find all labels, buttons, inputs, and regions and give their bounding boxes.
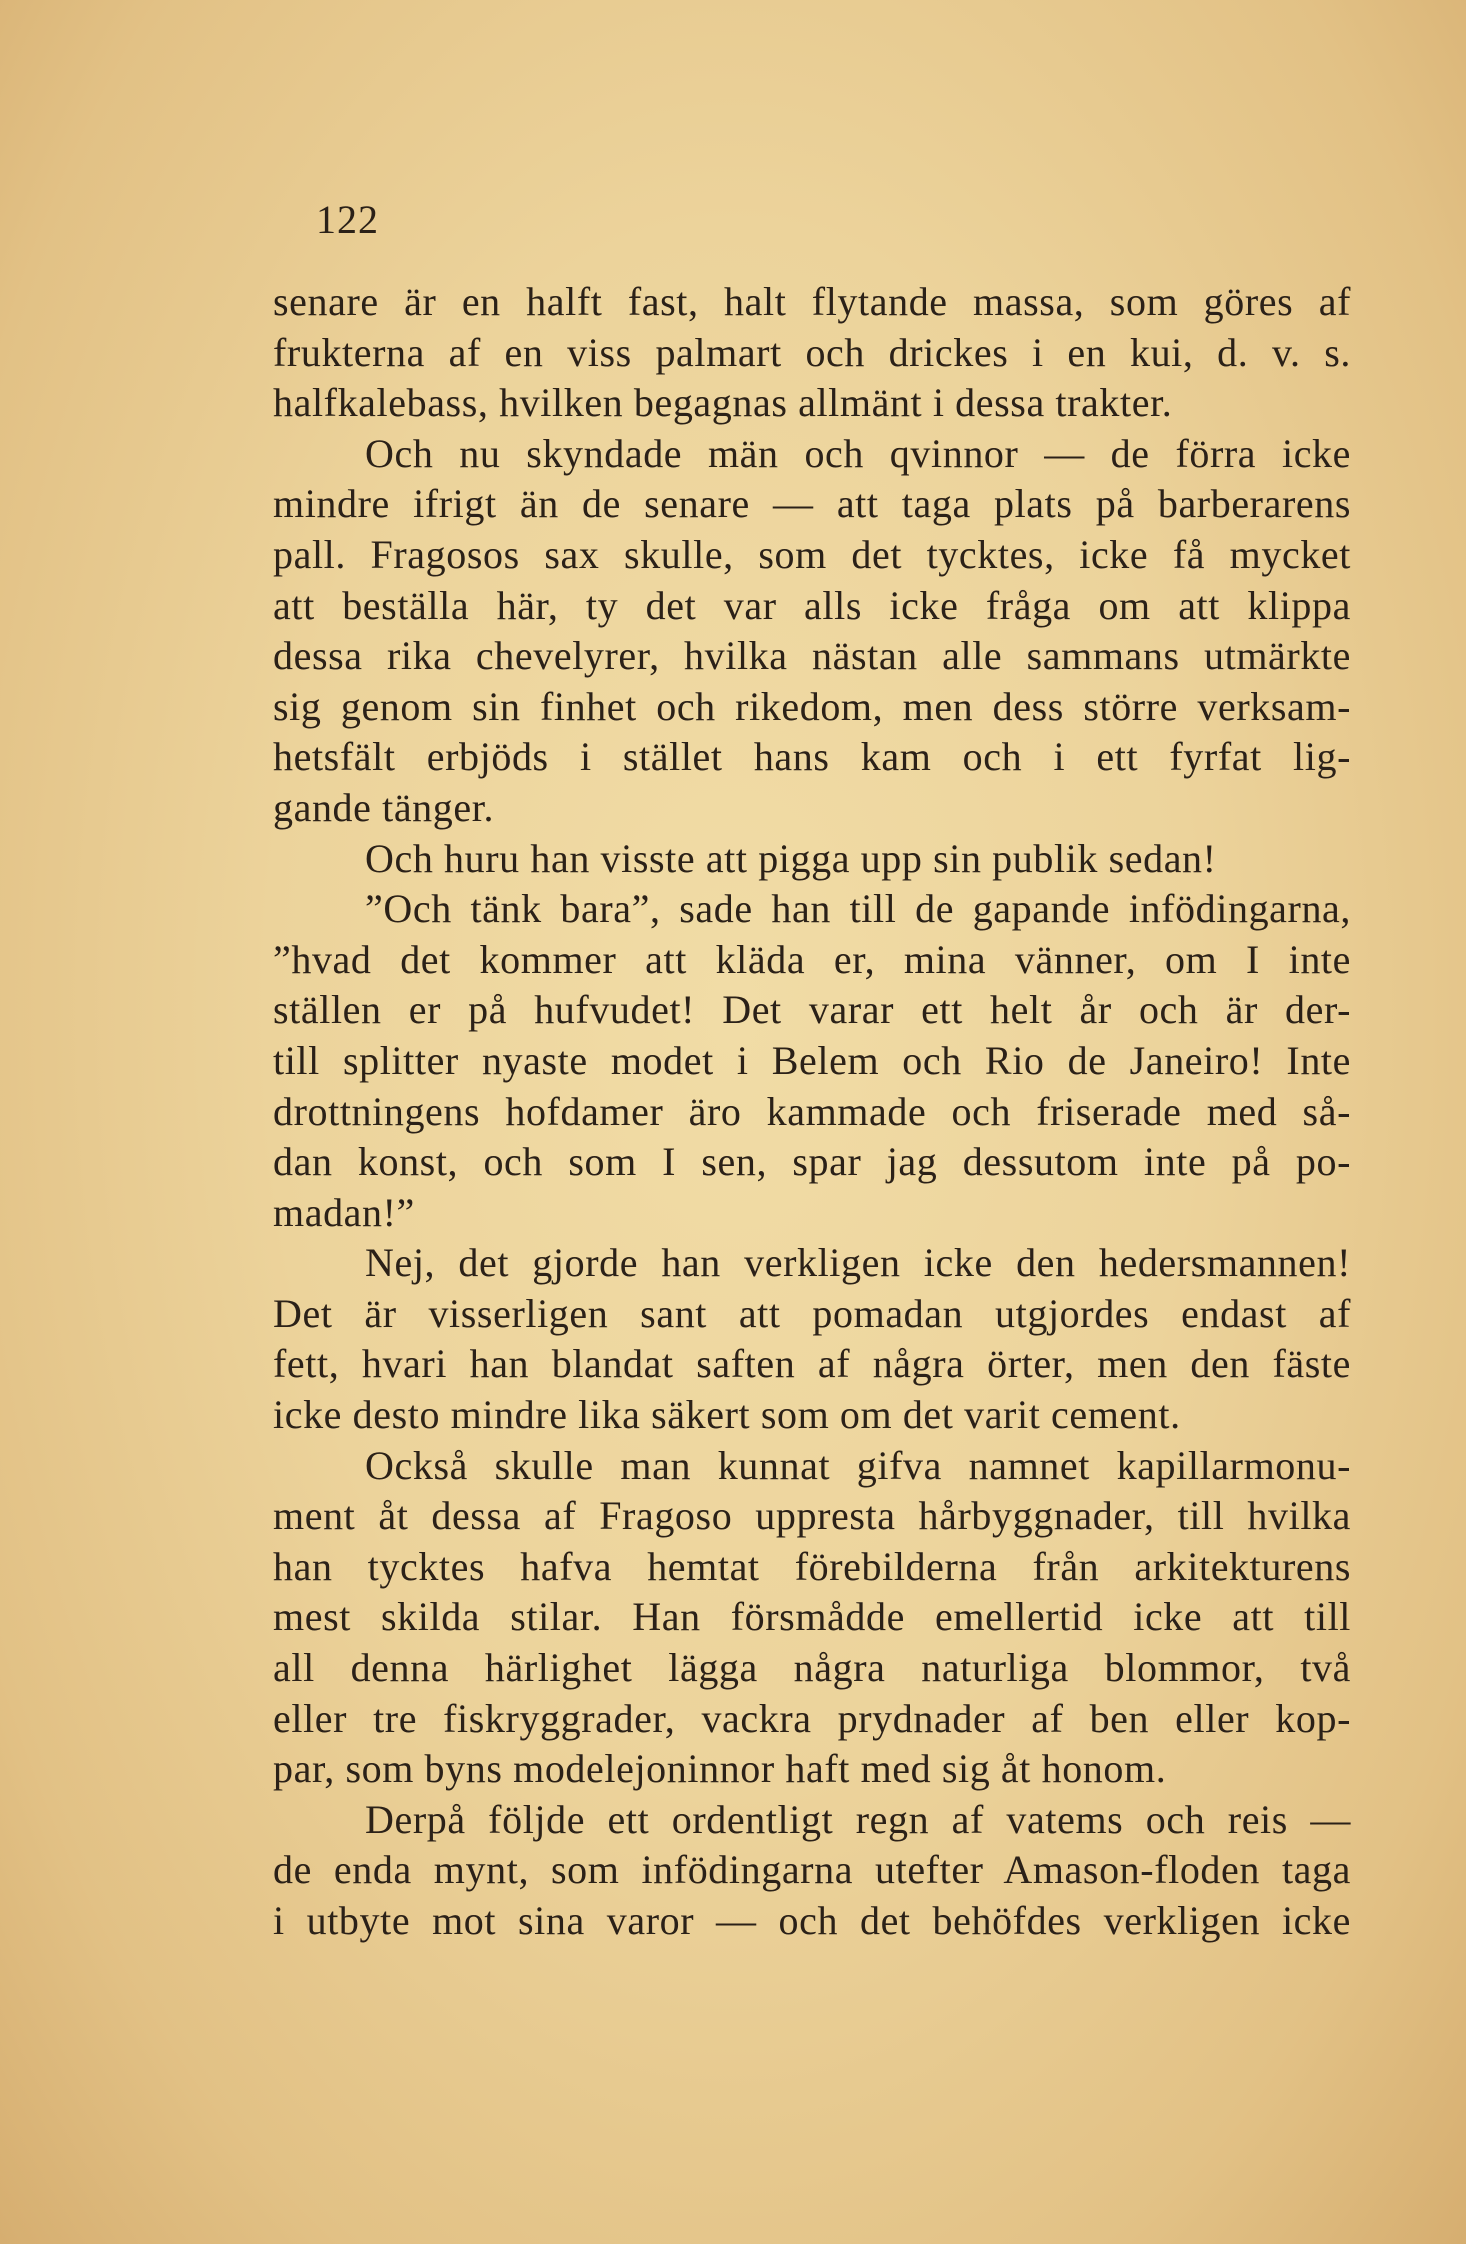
text-line: Och nu skyndade män och qvinnor — de förra icke	[365, 430, 1351, 476]
text-line: hetsfält erbjöds i stället hans kam och i ett fyrfat lig-	[273, 734, 1351, 780]
text-line: mindre ifrigt än de senare — att taga plats på barberarens	[273, 481, 1351, 527]
text-line: till splitter nyaste modet i Belem och Rio de Janeiro! Inte	[273, 1037, 1351, 1083]
text-line: halfkalebass, hvilken begagnas allmänt i dessa trakter.	[273, 380, 1173, 426]
text-line: ment åt dessa af Fragoso uppresta hårbyggnader, till hvilka	[273, 1493, 1351, 1539]
text-line: senare är en halft fast, halt flytande massa, som göres af	[273, 279, 1351, 324]
text-line: dessa rika chevelyrer, hvilka nästan alle sammans utmärkte	[273, 633, 1351, 679]
text-line: Det är visserligen sant att pomadan utgjordes endast af	[273, 1290, 1351, 1336]
page-number: 122	[316, 197, 379, 242]
text-line: eller tre fiskryggrader, vackra prydnader af ben eller kop-	[273, 1695, 1351, 1741]
text-line: att beställa här, ty det var alls icke fråga om att klippa	[273, 582, 1351, 628]
text-line: gande tänger.	[273, 784, 495, 830]
text-line: pall. Fragosos sax skulle, som det tycktes, icke få mycket	[273, 531, 1351, 577]
text-line: all denna härlighet lägga några naturliga blommor, två	[273, 1645, 1351, 1691]
text-line: ställen er på hufvudet! Det varar ett helt år och är der-	[273, 987, 1351, 1033]
text-line: de enda mynt, som infödingarna utefter Amason-floden taga	[273, 1847, 1351, 1893]
text-line: Nej, det gjorde han verkligen icke den hedersmannen!	[365, 1240, 1351, 1286]
text-line: mest skilda stilar. Han försmådde emellertid icke att till	[273, 1594, 1351, 1640]
text-line: Derpå följde ett ordentligt regn af vatems och reis —	[365, 1796, 1351, 1842]
text-line: sig genom sin finhet och rikedom, men dess större verksam-	[273, 683, 1351, 729]
text-line: frukterna af en viss palmart och drickes i en kui, d. v. s.	[273, 329, 1351, 375]
text-line: madan!”	[273, 1189, 415, 1235]
text-line: ”hvad det kommer att kläda er, mina vänner, om I inte	[273, 936, 1351, 982]
text-line: icke desto mindre lika säkert som om det varit cement.	[273, 1392, 1181, 1438]
text-line: i utbyte mot sina varor — och det behöfdes verkligen icke	[273, 1898, 1351, 1943]
text-line: Och huru han visste att pigga upp sin publik sedan!	[365, 835, 1217, 881]
text-line: Också skulle man kunnat gifva namnet kapillarmonu-	[365, 1442, 1351, 1488]
text-line: par, som byns modelejoninnor haft med sig åt honom.	[273, 1746, 1167, 1792]
body-text	[273, 277, 1351, 1947]
text-line: han tycktes hafva hemtat förebilderna från arkitekturens	[273, 1543, 1351, 1589]
text-line: fett, hvari han blandat saften af några örter, men den fäste	[273, 1341, 1351, 1387]
text-line: ”Och tänk bara”, sade han till de gapande infödingarna,	[365, 886, 1351, 932]
text-line: drottningens hofdamer äro kammade och friserade med så-	[273, 1088, 1351, 1134]
text-line: dan konst, och som I sen, spar jag dessutom inte på po-	[273, 1139, 1351, 1185]
